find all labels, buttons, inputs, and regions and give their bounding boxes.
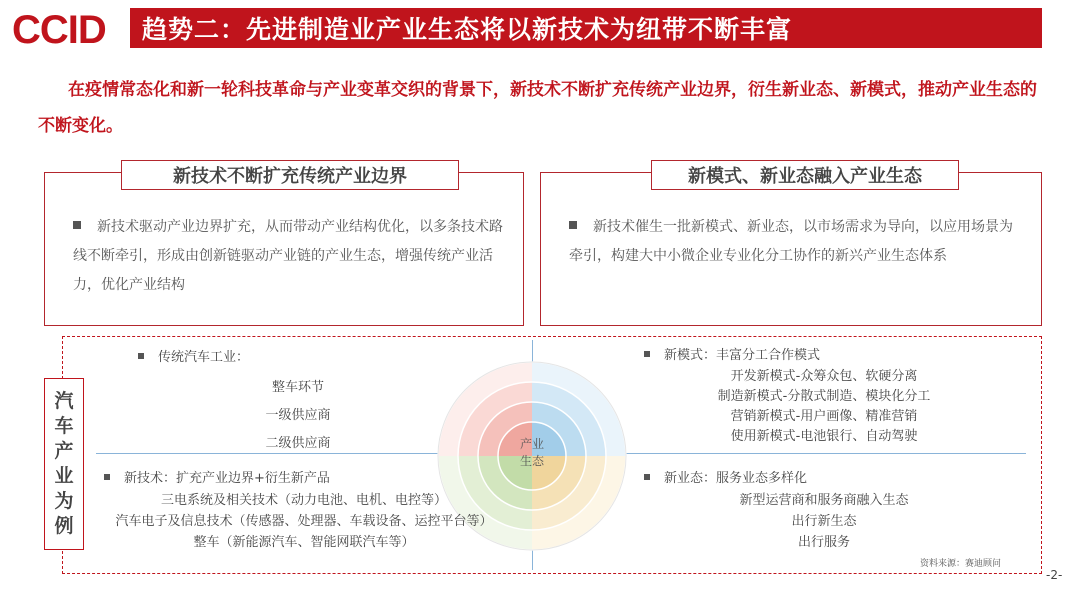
quadrant-item: 三电系统及相关技术（动力电池、电机、电控等） (160, 493, 447, 508)
title-bar (130, 8, 1042, 48)
center-label-line-1: 产业 (519, 437, 544, 451)
quadrant-item: 营销新模式-用户画像、精准营销 (730, 409, 918, 424)
quadrant-top-left (138, 348, 438, 458)
left-panel-text: 新技术驱动产业边界扩充，从而带动产业结构优化，以多条技术路线不断牵引，形成由创新链驱动产业链的产业生态，增强传统产业活力，优化产业结构 (73, 219, 503, 293)
page-title: 趋势二：先进制造业产业生态将以新技术为纽带不断丰富 (142, 15, 793, 44)
logo-text: CCID (12, 8, 106, 52)
right-panel-body (569, 213, 1021, 271)
quadrant-heading: 传统汽车工业： (138, 348, 438, 368)
ecosystem-center-label (508, 436, 556, 470)
quadrant-item: 开发新模式-众筹众包、软硬分离 (730, 369, 918, 384)
bullet-icon (138, 353, 144, 359)
intro-paragraph: 在疫情常态化和新一轮科技革命与产业变革交织的背景下，新技术不断扩充传统产业边界，衍生新业态、新模式，推动产业生态的不断变化。 (38, 80, 1037, 136)
left-panel (44, 166, 524, 326)
left-panel-body (73, 213, 503, 300)
bullet-icon (644, 474, 650, 480)
side-label-char: 产 (54, 440, 74, 462)
right-panel-header: 新模式、新业态融入产业生态 (651, 160, 959, 190)
bullet-icon (644, 351, 650, 357)
quadrant-item: 使用新模式-电池银行、自动驾驶 (730, 429, 918, 444)
ccid-logo (12, 8, 120, 52)
bullet-icon (73, 221, 81, 229)
source-note: 资料来源：赛迪顾问 (920, 559, 1002, 569)
bullet-icon (569, 221, 577, 229)
page-number: -2- (1046, 568, 1063, 582)
side-label-char: 例 (54, 515, 74, 537)
quadrant-item: 制造新模式-分散式制造、模块化分工 (717, 389, 931, 404)
quadrant-heading: 新业态：服务业态多样化 (644, 469, 984, 489)
side-label-char: 车 (54, 415, 74, 437)
bullet-icon (104, 474, 110, 480)
right-panel (540, 166, 1042, 326)
quadrant-item: 整车环节 (271, 380, 324, 395)
quadrant-item: 新型运营商和服务商融入生态 (739, 493, 909, 508)
quadrant-item: 出行服务 (797, 535, 850, 550)
quadrant-heading: 新模式：丰富分工合作模式 (644, 346, 984, 366)
quadrant-bottom-left (104, 469, 524, 553)
quadrant-item: 二级供应商 (265, 436, 331, 451)
quadrant-heading: 新技术：扩充产业边界+衍生新产品 (104, 469, 524, 489)
quadrant-top-right (644, 346, 984, 447)
side-label-char: 业 (54, 465, 74, 487)
case-side-label (44, 378, 84, 550)
quadrant-item: 一级供应商 (265, 408, 331, 423)
side-label-char: 为 (54, 490, 74, 512)
left-panel-header: 新技术不断扩充传统产业边界 (121, 160, 459, 190)
quadrant-item: 汽车电子及信息技术（传感器、处理器、车载设备、运控平台等） (115, 514, 493, 529)
right-panel-text: 新技术催生一批新模式、新业态，以市场需求为导向，以应用场景为牵引，构建大中小微企业专业化分工协作的新兴产业生态体系 (569, 219, 1013, 264)
quadrant-item: 出行新生态 (791, 514, 857, 529)
quadrant-item: 整车（新能源汽车、智能网联汽车等） (193, 535, 415, 550)
quadrant-bottom-right (644, 469, 984, 553)
center-label-line-2: 生态 (519, 454, 544, 468)
side-label-char: 汽 (54, 390, 74, 412)
